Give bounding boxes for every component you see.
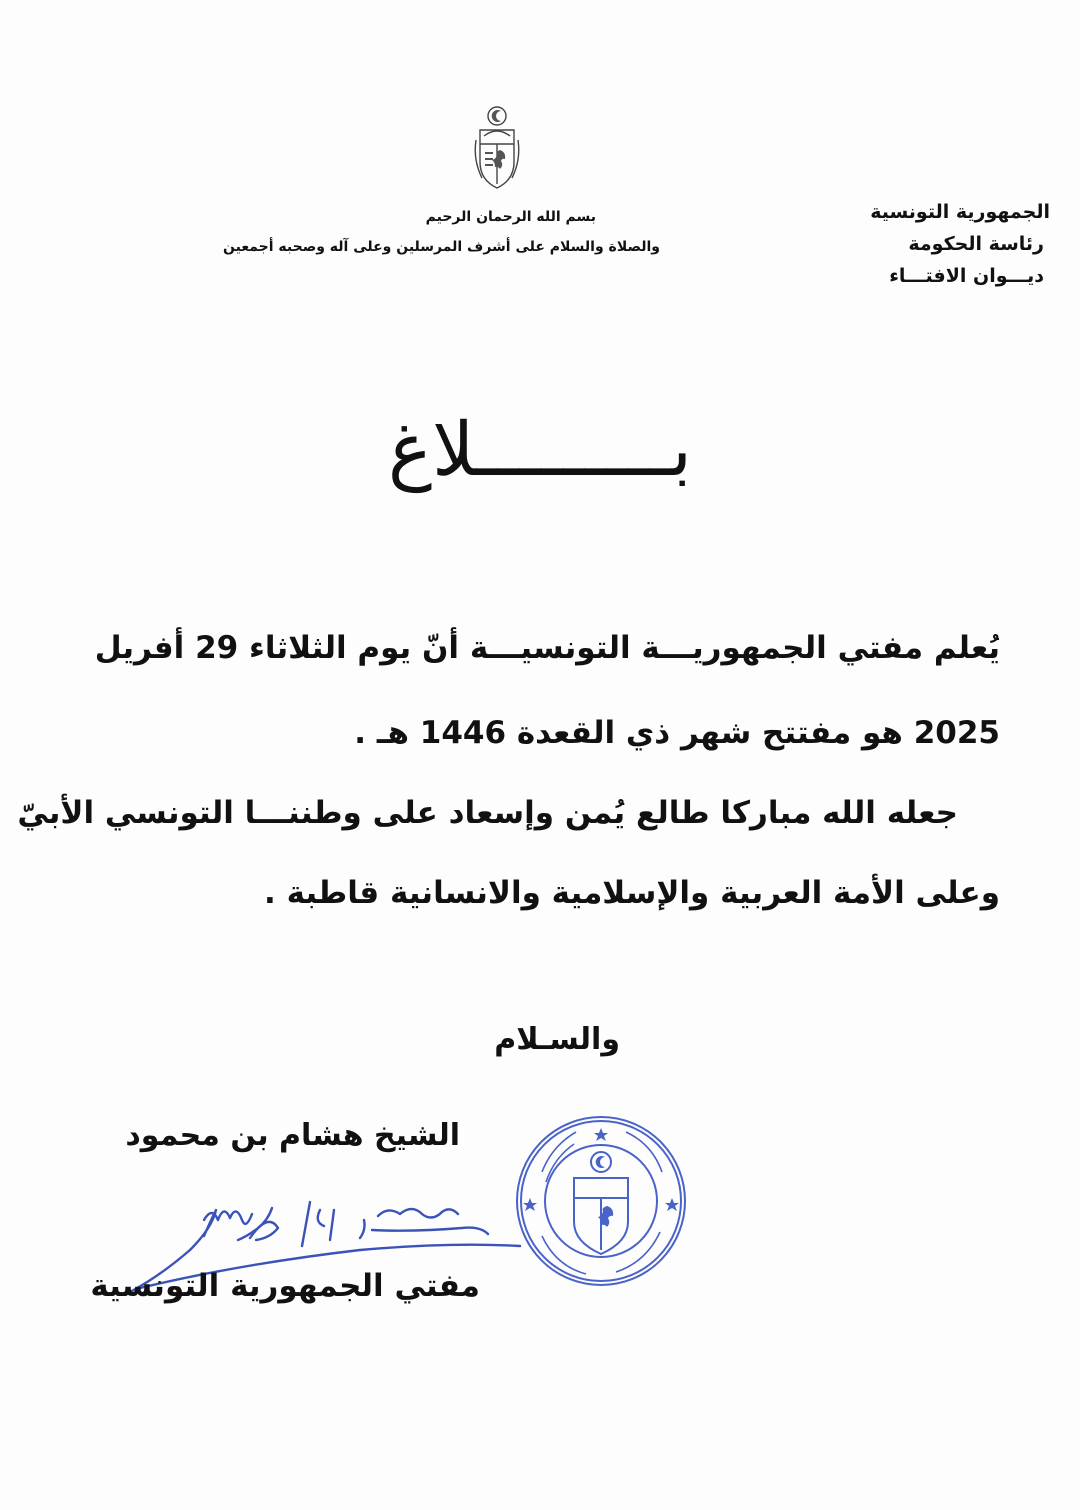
authority-line-office: ديـــوان الافتـــاء (889, 265, 1044, 287)
body-line: 2025 هو مفتتح شهر ذي القعدة 1446 هـ . (354, 715, 1000, 751)
authority-line-government: رئاسة الحكومة (908, 233, 1044, 255)
closing-greeting: والسـلام (494, 1022, 620, 1057)
body-line: وعلى الأمة العربية والإسلامية والانسانية قاطبة . (264, 875, 1000, 911)
body-line: يُعلم مفتي الجمهوريـــة التونسيـــة أنّ يوم الثلاثاء 29 أفريل (94, 630, 1000, 666)
issuing-authority (790, 196, 1050, 292)
body-line: جعله الله مباركا طالع يُمن وإسعاد على وطننـــا التونسي الأبيّ (17, 795, 958, 831)
document-title: بـــــــــلاغ (387, 407, 693, 493)
authority-line-country: الجمهورية التونسية (870, 201, 1050, 223)
signer-title: مفتي الجمهورية التونسية (90, 1268, 480, 1304)
official-stamp-icon (512, 1112, 690, 1290)
signer-name: الشيخ هشام بن محمود (125, 1118, 460, 1153)
tunisia-emblem-icon (470, 100, 524, 192)
basmala: بسم الله الرحمان الرحيم (425, 209, 596, 225)
salutation: والصلاة والسلام على أشرف المرسلين وعلى آله وصحبه أجمعين (223, 239, 660, 255)
invocation-header (100, 202, 660, 262)
